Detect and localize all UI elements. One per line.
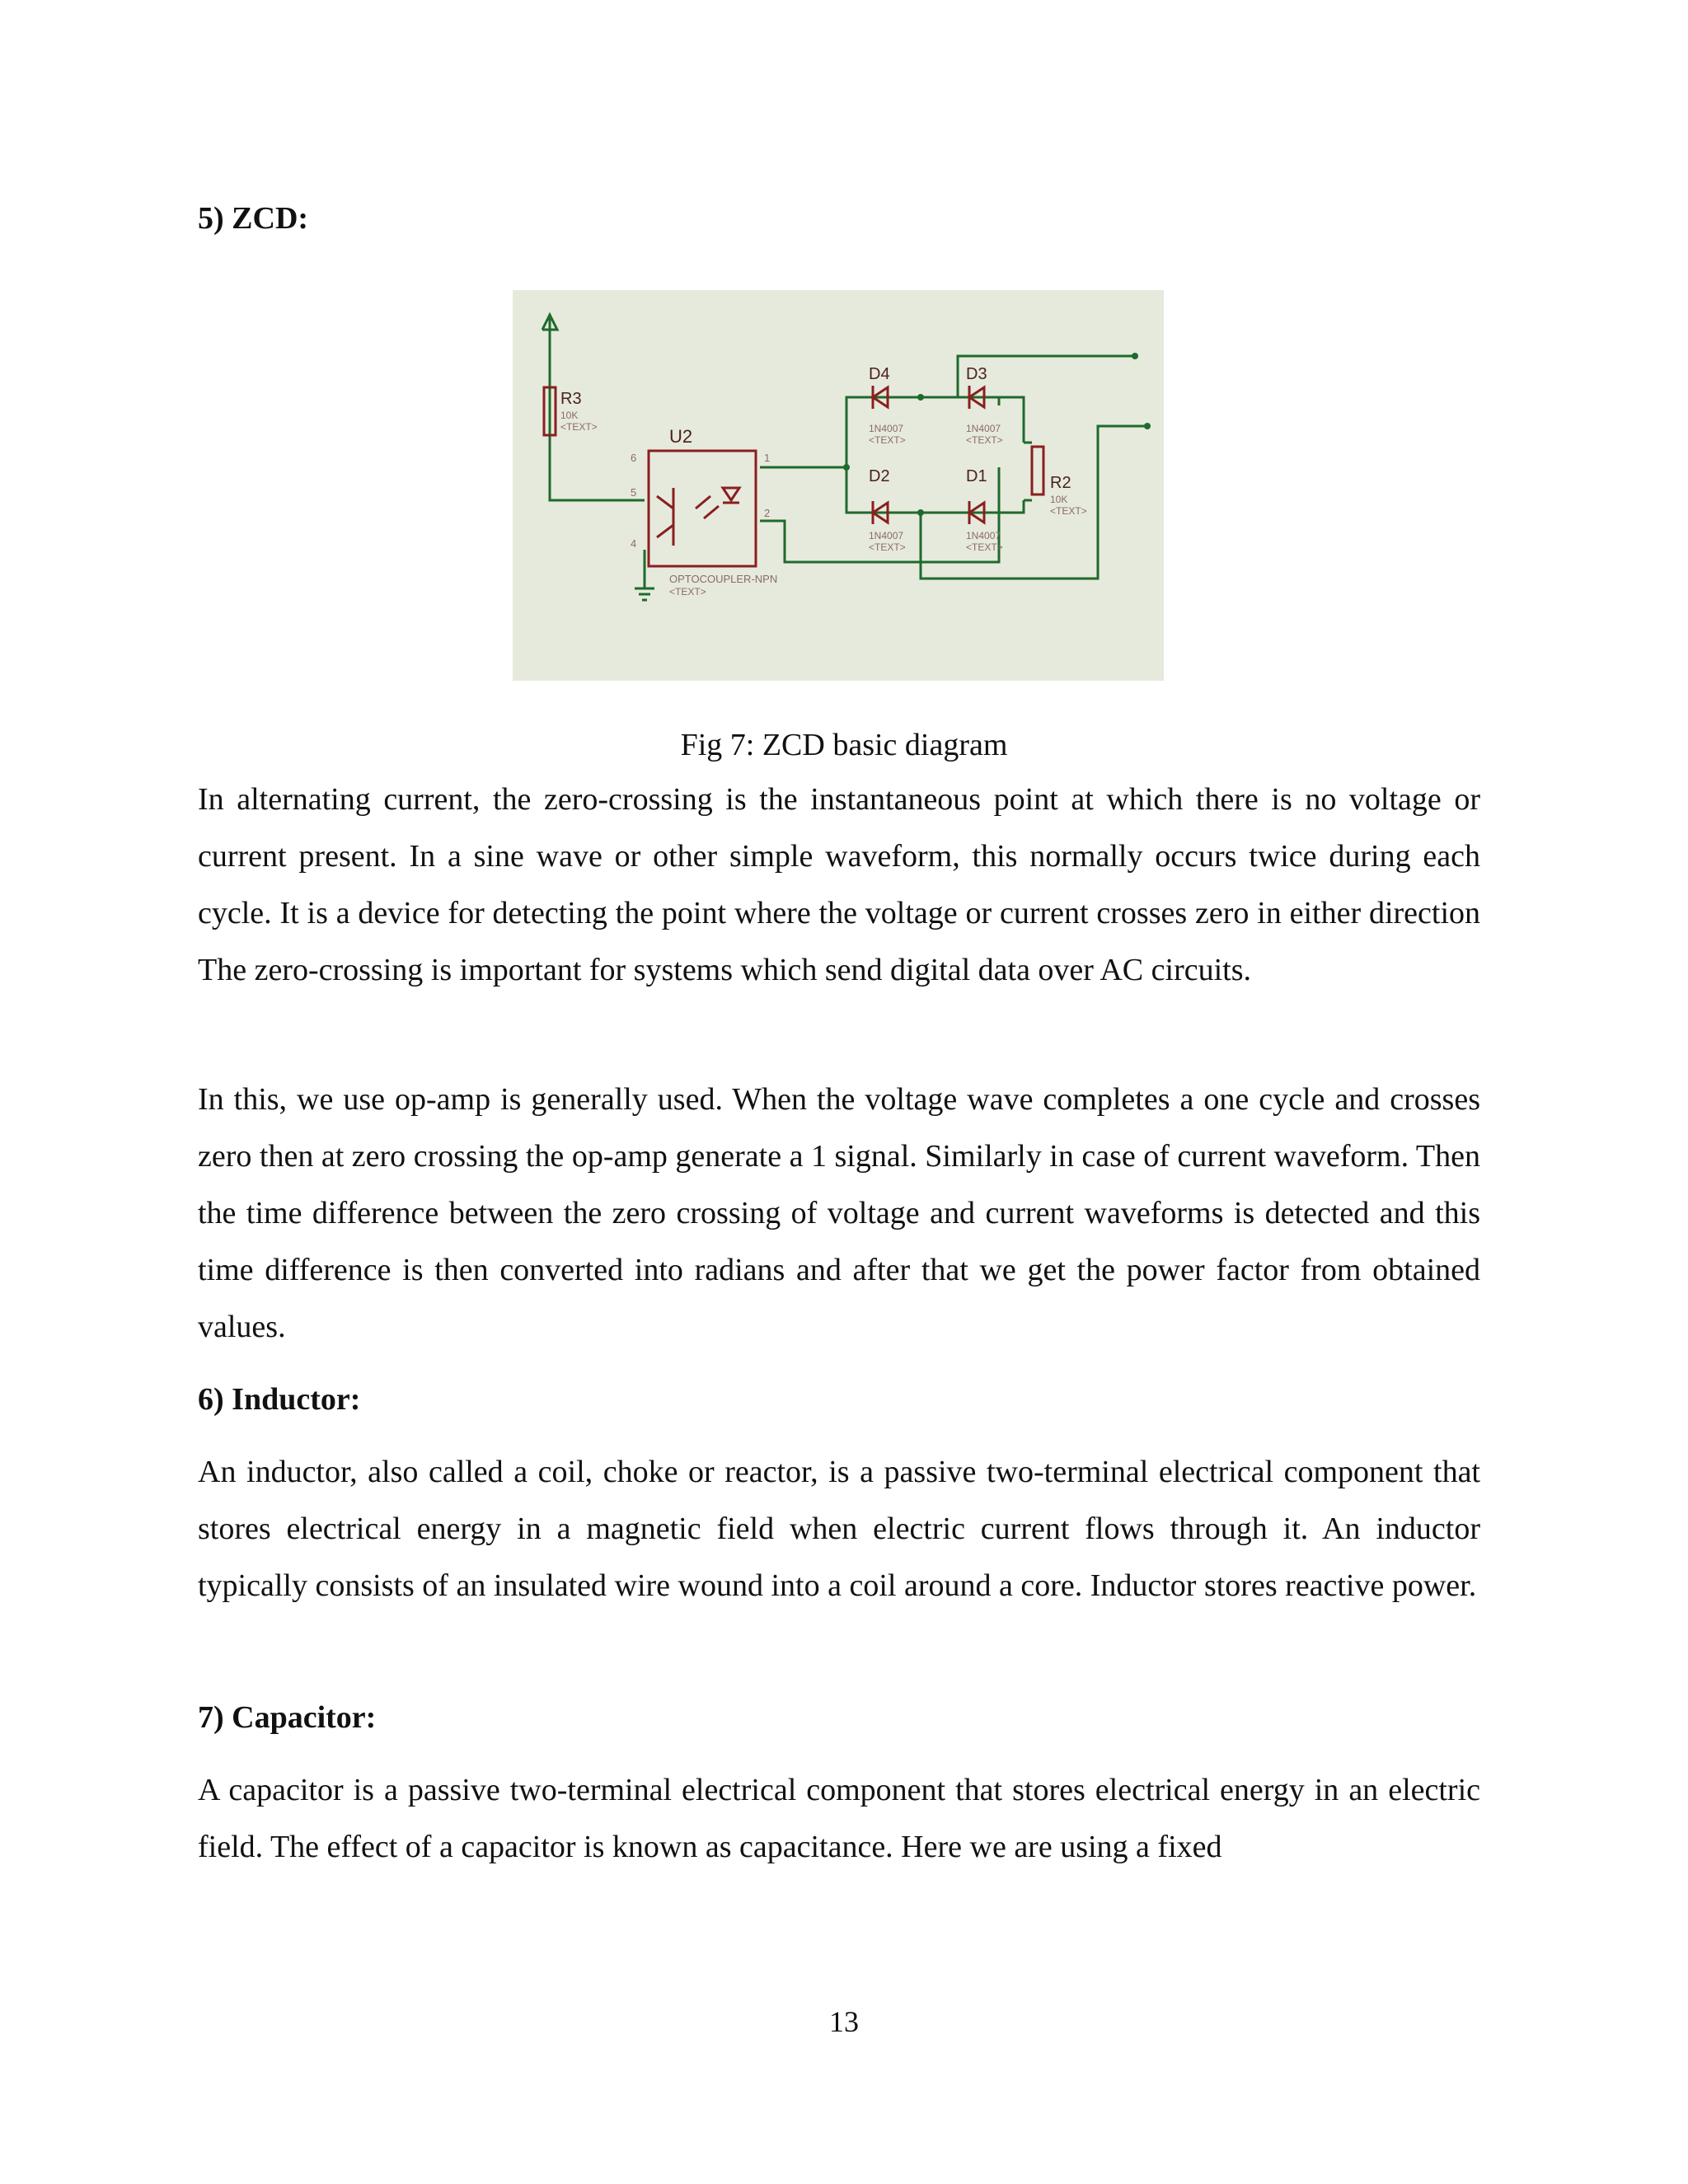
d3-part: 1N4007: [966, 423, 1001, 434]
pin4-label: 4: [631, 537, 637, 550]
r2-text: <TEXT>: [1050, 505, 1087, 517]
d1-label: D1: [966, 467, 987, 485]
zcd-paragraph-1: In alternating current, the zero-crossing is the instantaneous point at which there is no voltage or current present. In a sine wave or other simple waveform, this normally occurs twice during each cycle. It is a device for detecting the point where the voltage or current crosses zero in either direction The zero-crossing is important for systems which send digital data over AC circuits.: [198, 782, 1480, 987]
d2-label: D2: [869, 467, 890, 485]
inductor-paragraph: An inductor, also called a coil, choke or reactor, is a passive two-terminal electrical component that stores electrical energy in a magnetic field when electric current flows through it. An inductor typically consists of an insulated wire wound into a coil around a core. Inductor stores reactive power.: [198, 1455, 1480, 1603]
zcd-paragraph-2: In this, we use op-amp is generally used. When the voltage wave completes a one cycle and crosses zero then at zero crossing the op-amp generate a 1 signal. Similarly in case of current waveform. Then the time difference between the zero crossing of voltage and current waveforms is detected and this time difference is then converted into radians and after that we get the power factor from obtained values.: [198, 1082, 1480, 1344]
section-heading-zcd: 5) ZCD:: [198, 201, 309, 236]
pin2-label: 2: [764, 507, 771, 519]
led-icon: [696, 488, 739, 518]
ground-icon: [635, 588, 654, 600]
opto-text: <TEXT>: [669, 586, 706, 598]
d3-label: D3: [966, 365, 987, 383]
d2-part: 1N4007: [869, 530, 904, 541]
figure-caption: Fig 7: ZCD basic diagram: [680, 728, 1008, 762]
r3-value: 10K: [560, 410, 579, 421]
pin1-label: 1: [764, 452, 771, 464]
pin6-label: 6: [631, 452, 637, 464]
u2-label: U2: [669, 426, 693, 447]
d3-text: <TEXT>: [966, 434, 1003, 446]
r3-label: R3: [560, 390, 582, 408]
r2-resistor: [1032, 447, 1043, 494]
zcd-schematic: [513, 290, 1164, 681]
r3-text: <TEXT>: [560, 421, 598, 433]
r2-label: R2: [1050, 474, 1071, 492]
r2-value: 10K: [1050, 494, 1068, 505]
phototransistor-icon: [657, 488, 673, 546]
opto-label: OPTOCOUPLER-NPN: [669, 573, 778, 585]
zcd-circuit-figure: [513, 290, 1164, 681]
capacitor-paragraph: A capacitor is a passive two-terminal electrical component that stores electrical energy in an electric field. The effect of a capacitor is known as capacitance. Here we are using a fixed: [198, 1773, 1480, 1864]
d1-text: <TEXT>: [966, 541, 1003, 553]
d4-text: <TEXT>: [869, 434, 906, 446]
pin5-label: 5: [631, 486, 637, 499]
d4-part: 1N4007: [869, 423, 904, 434]
section-heading-inductor: 6) Inductor:: [198, 1382, 361, 1417]
circuit-wires: [550, 318, 1151, 588]
page-number: 13: [829, 2005, 859, 2038]
u2-optocoupler: [649, 451, 756, 566]
section-heading-capacitor: 7) Capacitor:: [198, 1700, 377, 1735]
d4-label: D4: [869, 365, 890, 383]
d2-text: <TEXT>: [869, 541, 906, 553]
d1-part: 1N4007: [966, 530, 1001, 541]
